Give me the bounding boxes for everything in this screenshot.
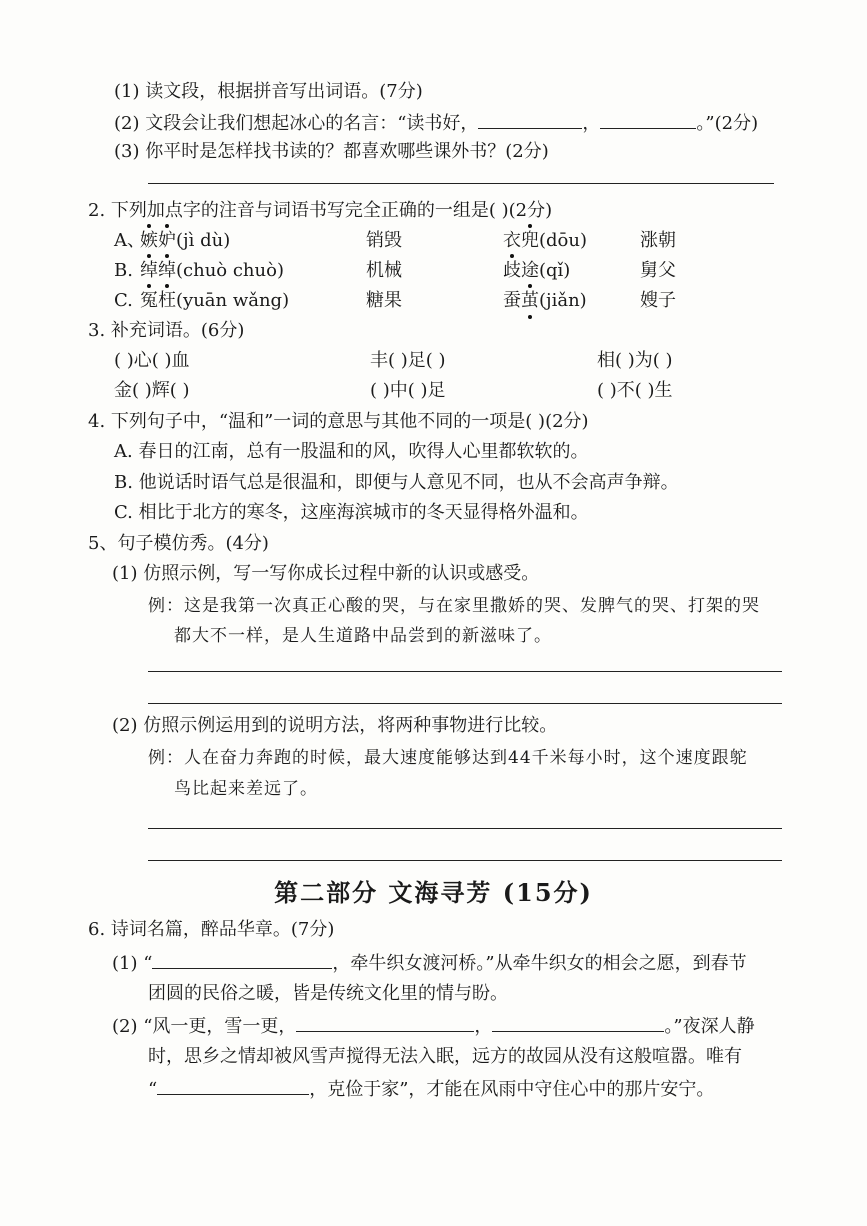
answer-blank[interactable] bbox=[600, 110, 696, 129]
q2-option-b-label: B. bbox=[114, 260, 133, 281]
q2-option-c-word2: 糖果 bbox=[366, 290, 402, 311]
answer-line[interactable] bbox=[148, 671, 782, 672]
q5-sub2: (2) 仿照示例运用到的说明方法，将两种事物进行比较。 bbox=[112, 715, 558, 736]
q5-example1-line2: 都大不一样，是人生道路中品尝到的新滋味了。 bbox=[174, 626, 552, 646]
section-title: 第二部分 文海寻芳 (15分) bbox=[274, 878, 593, 907]
answer-blank[interactable] bbox=[296, 1013, 474, 1032]
q2-option-c-label: C. bbox=[114, 290, 133, 311]
q6-sub1-open: (1) “ bbox=[112, 953, 153, 974]
q2-option-a-word2: 销毁 bbox=[366, 230, 402, 251]
answer-blank[interactable] bbox=[157, 1076, 309, 1095]
q2-option-b-word1: 绰绰(chuò chuò) bbox=[140, 260, 284, 281]
dotted-char: 绰 bbox=[140, 260, 158, 281]
q3-row2-item2: ( )中( )足 bbox=[370, 380, 446, 401]
q6-sub2-line1 bbox=[112, 1013, 755, 1039]
q6-sub2-open2: “ bbox=[148, 1079, 158, 1100]
answer-line[interactable] bbox=[148, 183, 774, 184]
q6-sub1-line1 bbox=[112, 950, 747, 976]
q6-sub2-line2: 时，思乡之情却被风雪声搅得无法入眠，远方的故园从没有这般喧嚣。唯有 bbox=[148, 1046, 742, 1067]
answer-blank[interactable] bbox=[152, 950, 332, 969]
dotted-char: 枉 bbox=[158, 290, 176, 311]
dotted-char: 歧 bbox=[503, 260, 521, 281]
q2-option-c-word4: 嫂子 bbox=[640, 290, 676, 311]
q5-example2-line1: 例：人在奋力奔跑的时候，最大速度能够达到44千米每小时，这个速度跟鸵 bbox=[148, 748, 748, 768]
answer-line[interactable] bbox=[148, 860, 782, 861]
q5-sub1: (1) 仿照示例，写一写你成长过程中新的认识或感受。 bbox=[112, 563, 540, 584]
q3-row2-item3: ( )不( )生 bbox=[597, 380, 673, 401]
q5-example2-line2: 鸟比起来差远了。 bbox=[174, 779, 318, 799]
answer-line[interactable] bbox=[148, 828, 782, 829]
q1-sub2 bbox=[114, 110, 758, 136]
dotted-char: 茧 bbox=[521, 290, 539, 311]
q2-option-a-word1: 嫉妒(jì dù) bbox=[140, 230, 231, 251]
answer-blank[interactable] bbox=[492, 1013, 664, 1032]
q6-sub2-open: (2) “风一更，雪一更， bbox=[112, 1016, 297, 1037]
q6-sub2-line3 bbox=[148, 1076, 714, 1102]
q2-option-b-word4: 舅父 bbox=[640, 260, 676, 281]
q6-sub2-tail: 。”夜深人静 bbox=[664, 1016, 755, 1037]
q3-row1-item1: ( )心( )血 bbox=[114, 350, 190, 371]
q4-option-c: C. 相比于北方的寒冬，这座海滨城市的冬天显得格外温和。 bbox=[114, 502, 589, 523]
dotted-char: 妒 bbox=[158, 230, 176, 251]
answer-blank[interactable] bbox=[478, 110, 582, 129]
answer-line[interactable] bbox=[148, 703, 782, 704]
q4-option-b: B. 他说话时语气总是很温和，即便与人意见不同，也从不会高声争辩。 bbox=[114, 472, 679, 493]
q2-option-a-word4: 涨朝 bbox=[640, 230, 676, 251]
q2-option-b-word2: 机械 bbox=[366, 260, 402, 281]
dotted-char: 绰 bbox=[158, 260, 176, 281]
q2-option-b-word3: 歧途(qǐ) bbox=[503, 260, 571, 281]
q1-sub2-tail: 。”(2分) bbox=[696, 113, 759, 134]
q3-row1-item3: 相( )为( ) bbox=[597, 350, 673, 371]
dotted-char: 嫉 bbox=[140, 230, 158, 251]
q1-sub1: (1) 读文段，根据拼音写出词语。(7分) bbox=[114, 81, 423, 102]
q4-option-a: A. 春日的江南，总有一股温和的风，吹得人心里都软软的。 bbox=[114, 441, 589, 462]
q3-row1-item2: 丰( )足( ) bbox=[370, 350, 446, 371]
q2-stem: 2. 下列加点字的注音与词语书写完全正确的一组是( )(2分) bbox=[88, 200, 553, 221]
q2-option-a-word3: 衣兜(dōu) bbox=[503, 230, 587, 251]
dotted-char: 兜 bbox=[521, 230, 539, 251]
q6-stem: 6. 诗词名篇，醉品华章。(7分) bbox=[88, 919, 335, 940]
q3-stem: 3. 补充词语。(6分) bbox=[88, 320, 245, 341]
q5-stem: 5、句子模仿秀。(4分) bbox=[88, 533, 269, 554]
q6-sub2-sep: ， bbox=[474, 1016, 493, 1037]
q6-sub2-text3: ，克俭于家”，才能在风雨中守住心中的那片安宁。 bbox=[309, 1079, 715, 1100]
q6-sub1-line2: 团圆的民俗之暖，皆是传统文化里的情与盼。 bbox=[148, 983, 508, 1004]
q2-option-a-label: A、 bbox=[114, 230, 145, 251]
q2-option-c-word1: 冤枉(yuān wǎng) bbox=[140, 290, 290, 311]
q1-sub2-sep: ， bbox=[582, 113, 601, 134]
q6-sub1-text: ，牵牛织女渡河桥。”从牵牛织女的相会之愿，到春节 bbox=[332, 953, 747, 974]
q5-example1-line1: 例：这是我第一次真正心酸的哭，与在家里撒娇的哭、发脾气的哭、打架的哭 bbox=[148, 596, 760, 616]
q2-option-c-word3: 蚕茧(jiǎn) bbox=[503, 290, 587, 311]
dotted-char: 冤 bbox=[140, 290, 158, 311]
q1-sub3: (3) 你平时是怎样找书读的？都喜欢哪些课外书？(2分) bbox=[114, 141, 549, 162]
q1-sub2-text: (2) 文段会让我们想起冰心的名言：“读书好， bbox=[114, 113, 479, 134]
q4-stem: 4. 下列句子中，“温和”一词的意思与其他不同的一项是( )(2分) bbox=[88, 411, 589, 432]
q3-row2-item1: 金( )辉( ) bbox=[114, 380, 190, 401]
